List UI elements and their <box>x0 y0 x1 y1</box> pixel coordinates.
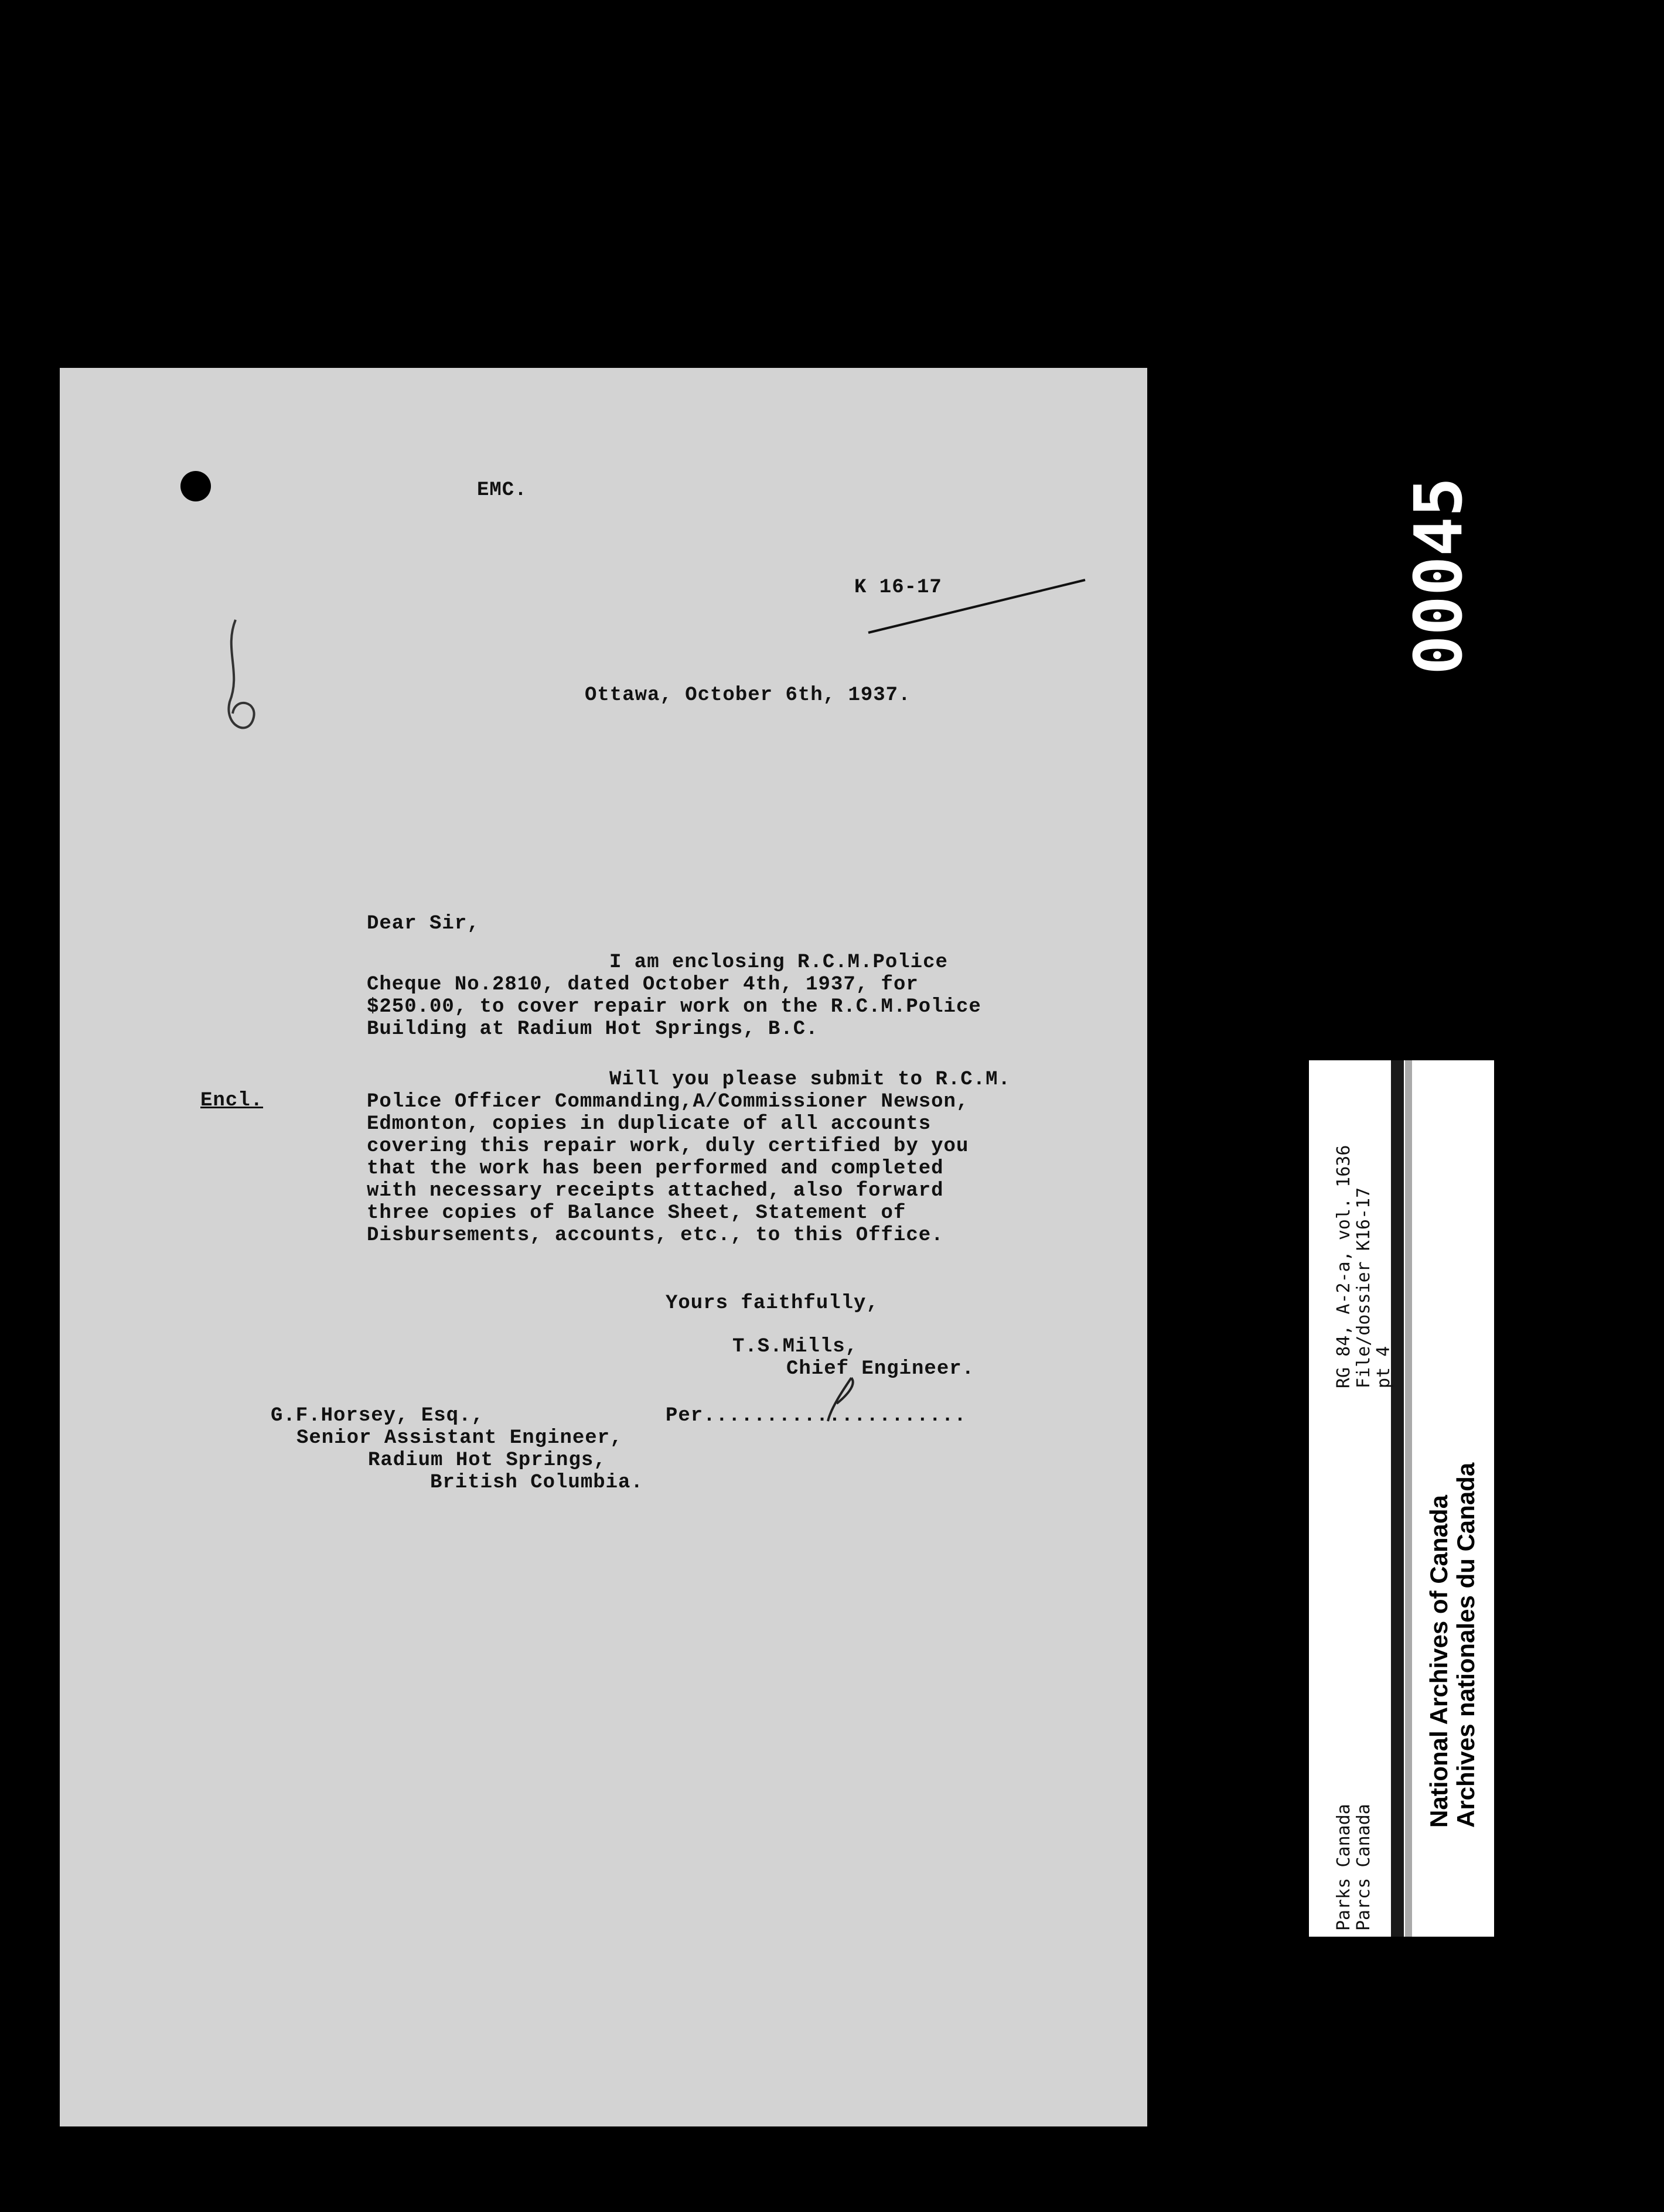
date-line: Ottawa, October 6th, 1937. <box>585 684 911 706</box>
para2-line8: Disbursements, accounts, etc., to this Office. <box>367 1224 944 1247</box>
archive-ref-line1: RG 84, A-2-a, vol. 1636 <box>1334 1145 1354 1388</box>
addressee-line2: Senior Assistant Engineer, <box>296 1427 623 1449</box>
punch-hole <box>180 471 211 501</box>
para2-line2: Police Officer Commanding,A/Commissioner Newson, <box>367 1091 969 1113</box>
para2-line3: Edmonton, copies in duplicate of all accounts <box>367 1113 932 1135</box>
label-grey-band <box>1405 1060 1412 1937</box>
file-reference: K 16-17 <box>854 576 942 599</box>
para2-line7: three copies of Balance Sheet, Statement of <box>367 1202 906 1224</box>
dept-line1: Parks Canada <box>1334 1804 1354 1931</box>
handwritten-mark <box>200 614 271 749</box>
signer-title: Chief Engineer. <box>786 1358 975 1380</box>
para2-line4: covering this repair work, duly certified by you <box>367 1135 969 1158</box>
letter-page <box>60 368 1147 2126</box>
archive-ref-line3: pt 4 <box>1373 1346 1394 1388</box>
closing: Yours faithfully, <box>666 1292 879 1315</box>
signature-stroke <box>819 1373 866 1426</box>
para2-line1: Will you please submit to R.C.M. <box>609 1069 1011 1091</box>
signer-name: T.S.Mills, <box>732 1336 858 1358</box>
institution-line1: National Archives of Canada <box>1425 1495 1452 1828</box>
para1-line4: Building at Radium Hot Springs, B.C. <box>367 1018 819 1040</box>
para1-line2: Cheque No.2810, dated October 4th, 1937, for <box>367 974 919 996</box>
dept-line2: Parcs Canada <box>1353 1804 1374 1931</box>
archive-label <box>1309 1060 1494 1937</box>
addressee-line4: British Columbia. <box>430 1472 643 1494</box>
initials: EMC. <box>477 479 527 501</box>
archive-ref-line2: File/dossier K16-17 <box>1353 1187 1374 1388</box>
para1-line1: I am enclosing R.C.M.Police <box>609 951 948 974</box>
underline-stroke <box>857 574 1091 639</box>
para1-line3: $250.00, to cover repair work on the R.C.M.Police <box>367 996 981 1018</box>
salutation: Dear Sir, <box>367 913 480 935</box>
para2-line6: with necessary receipts attached, also forward <box>367 1180 944 1202</box>
label-dark-band <box>1391 1060 1404 1937</box>
per-line: Per..................... <box>666 1405 967 1427</box>
para2-line5: that the work has been performed and completed <box>367 1158 944 1180</box>
addressee-line1: G.F.Horsey, Esq., <box>271 1405 484 1427</box>
institution-line2: Archives nationales du Canada <box>1452 1462 1479 1828</box>
enclosure-label: Encl. <box>200 1090 264 1112</box>
addressee-line3: Radium Hot Springs, <box>368 1449 606 1472</box>
